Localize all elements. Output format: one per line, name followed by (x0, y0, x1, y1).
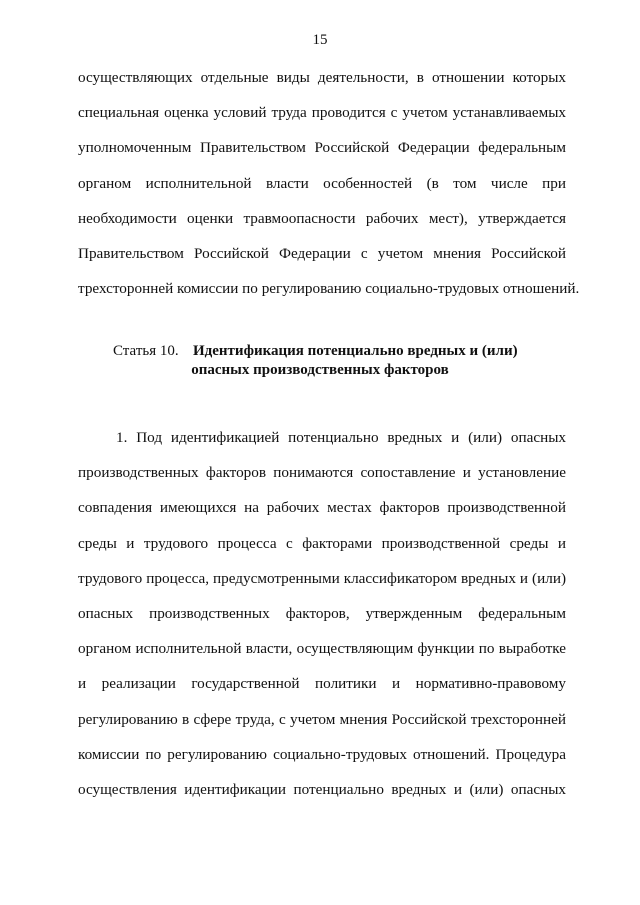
text-line: органом исполнительной власти, осуществляющим функции по выработке (78, 640, 566, 658)
text-line: Правительством Российской Федерации с учетом мнения Российской (78, 244, 566, 262)
text-line: совпадения имеющихся на рабочих местах факторов производственной (78, 499, 566, 517)
text-line: регулированию в сфере труда, с учетом мнения Российской трехсторонней (78, 710, 566, 728)
article-title-line-1: Идентификация потенциально вредных и (или) (193, 343, 518, 359)
text-line: комиссии по регулированию социально-трудовых отношений. Процедура (78, 745, 566, 763)
text-line: трудового процесса, предусмотренными классификатором вредных и (или) (78, 569, 566, 587)
text-line: необходимости оценки травмоопасности рабочих мест), утверждается (78, 209, 566, 227)
text-line: уполномоченным Правительством Российской Федерации федеральным (78, 139, 566, 157)
article-label: Статья 10. (113, 343, 179, 359)
text-line: трехсторонней комиссии по регулированию социально-трудовых отношений. (78, 280, 580, 298)
text-line: органом исполнительной власти особенностей (в том числе при (78, 174, 566, 192)
paragraph-continuation (78, 60, 580, 306)
text-line: опасных производственных факторов, утвержденным федеральным (78, 604, 566, 622)
page-number: 15 (312, 32, 328, 48)
text-line: и реализации государственной политики и нормативно-правовому (78, 675, 566, 693)
text-line: производственных факторов понимаются сопоставление и установление (78, 464, 566, 482)
text-line: 1. Под идентификацией потенциально вредных и (или) опасных (116, 429, 566, 446)
text-line: специальная оценка условий труда проводится с учетом устанавливаемых (78, 104, 566, 122)
text-line: осуществляющих отдельные виды деятельности, в отношении которых (78, 69, 566, 86)
text-line: осуществления идентификации потенциально вредных и (или) опасных (78, 780, 566, 798)
article-title-line-2: опасных производственных факторов (191, 362, 449, 378)
paragraph-article-10-item-1 (78, 420, 566, 807)
text-line: среды и трудового процесса с факторами производственной среды и (78, 534, 566, 552)
